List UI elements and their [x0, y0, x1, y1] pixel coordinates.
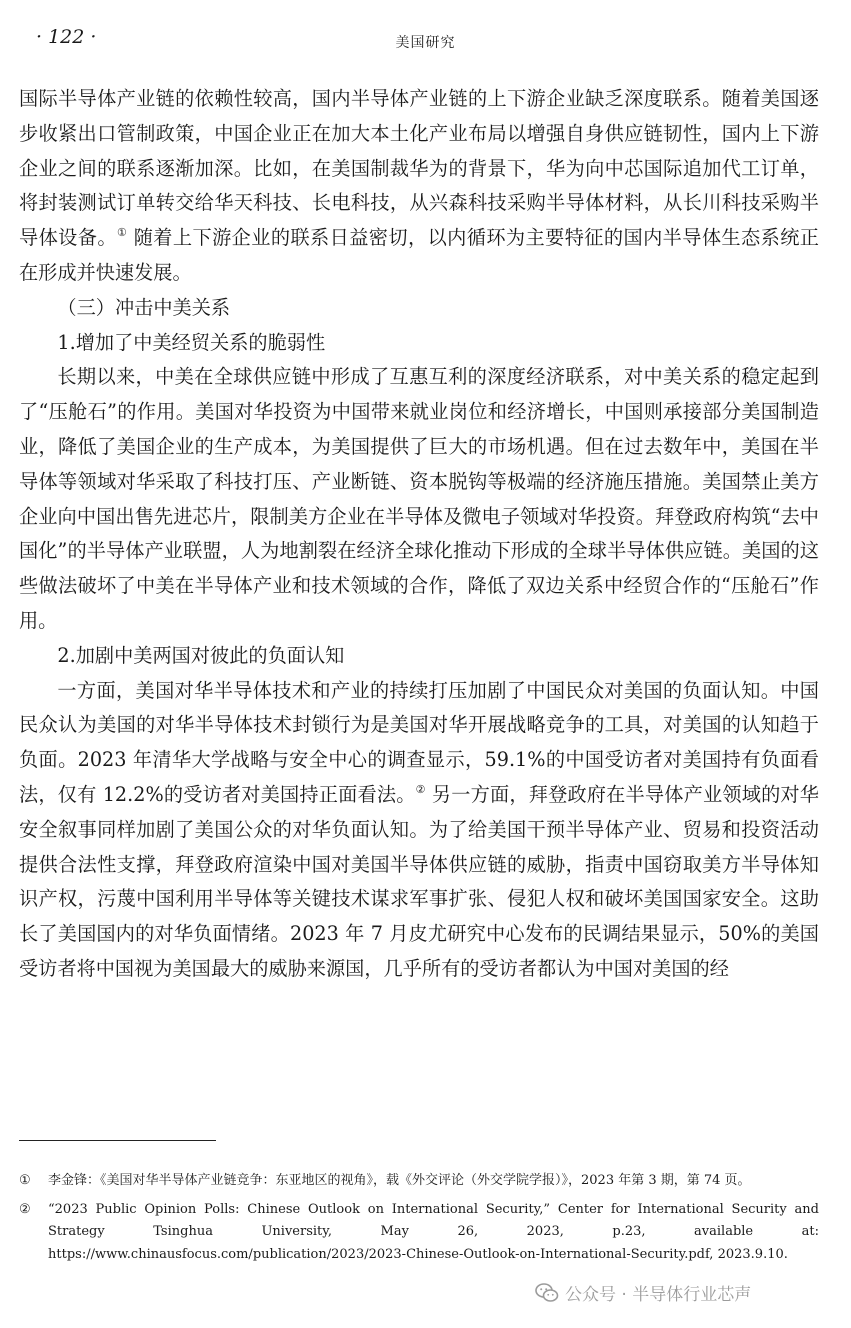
footnote-divider	[19, 1140, 216, 1141]
subheading-2: 2.加剧中美两国对彼此的负面认知	[57, 643, 345, 667]
footnotes	[19, 1170, 819, 1272]
watermark	[535, 1280, 751, 1305]
footnote-ref-2[interactable]: ②	[415, 782, 426, 796]
footnote-1	[19, 1170, 819, 1193]
watermark-text: 公众号 · 半导体行业芯声	[565, 1285, 752, 1305]
footnote-1-text: 李金锋：《美国对华半导体产业链竞争：东亚地区的视角》，载《外交评论（外交学院学报）》，2023 年第 3 期，第 74 页。	[48, 1173, 751, 1188]
subheading-1: 1.增加了中美经贸关系的脆弱性	[57, 330, 326, 354]
footnote-ref-1[interactable]: ①	[116, 226, 128, 240]
footnote-2	[19, 1199, 819, 1267]
footnote-2-text: “2023 Public Opinion Polls: Chinese Outlook on International Security,” Center for International Security and Strategy Tsinghua University, May 26, 2023, p.23, available at: https://www.chinausfocus.com/publication/2023/2023-Chinese-Outlook-on-International-Security.pdf, 2023.9.10.	[48, 1201, 819, 1262]
page-number: · 122 ·	[36, 26, 97, 48]
footnote-2-mark: ②	[19, 1201, 31, 1217]
paragraph-3	[19, 674, 819, 987]
section-heading: （三）冲击中美关系	[57, 295, 231, 319]
body-text	[19, 82, 819, 987]
paragraph-3-text: 一方面，美国对华半导体技术和产业的持续打压加剧了中国民众对美国的负面认知。中国民众认为美国的对华半导体技术封锁行为是美国对华开展战略竞争的工具，对美国的认知趋于负面。2023 年清华大学战略与安全中心的调查显示，59.1%的中国受访者对美国持有负面看法，仅有 12.2%的受访者对美国持正面看法。	[19, 678, 819, 806]
paragraph-3-tail: 另一方面，拜登政府在半导体产业领域的对华安全叙事同样加剧了美国公众的对华负面认知。为了给美国干预半导体产业、贸易和投资活动提供合法性支撑，拜登政府渲染中国对美国半导体供应链的威胁，指责中国窃取美方半导体知识产权，污蔑中国利用半导体等关键技术谋求军事扩张、侵犯人权和破坏美国国家安全。这助长了美国国内的对华负面情绪。2023 年 7 月皮尤研究中心发布的民调结果显示，50%的美国受访者将中国视为美国最大的威胁来源国，几乎所有的受访者都认为中国对美国的经	[19, 782, 819, 980]
paragraph-2: 长期以来，中美在全球供应链中形成了互惠互利的深度经济联系，对中美关系的稳定起到了“压舱石”的作用。美国对华投资为中国带来就业岗位和经济增长，中国则承接部分美国制造业，降低了美国企业的生产成本，为美国提供了巨大的市场机遇。但在过去数年中，美国在半导体等领域对华采取了科技打压、产业断链、资本脱钩等极端的经济施压措施。美国禁止美方企业向中国出售先进芯片，限制美方企业在半导体及微电子领域对华投资。拜登政府构筑“去中国化”的半导体产业联盟，人为地割裂在经济全球化推动下形成的全球半导体供应链。美国的这些做法破坏了中美在半导体产业和技术领域的合作，降低了双边关系中经贸合作的“压舱石”作用。	[19, 365, 819, 632]
paragraph-1-text: 国际半导体产业链的依赖性较高，国内半导体产业链的上下游企业缺乏深度联系。随着美国逐步收紧出口管制政策，中国企业正在加大本土化产业布局以增强自身供应链韧性，国内上下游企业之间的联系逐渐加深。比如，在美国制裁华为的背景下，华为向中芯国际追加代工订单，将封装测试订单转交给华天科技、长电科技，从兴森科技采购半导体材料，从长川科技采购半导体设备。	[19, 87, 819, 250]
paragraph-1	[19, 82, 819, 291]
wechat-icon	[535, 1282, 559, 1304]
paragraph-1-tail: 随着上下游企业的联系日益密切，以内循环为主要特征的国内半导体生态系统正在形成并快速发展。	[19, 226, 819, 284]
footnote-1-mark: ①	[19, 1173, 31, 1188]
running-head: 美国研究	[395, 35, 456, 51]
